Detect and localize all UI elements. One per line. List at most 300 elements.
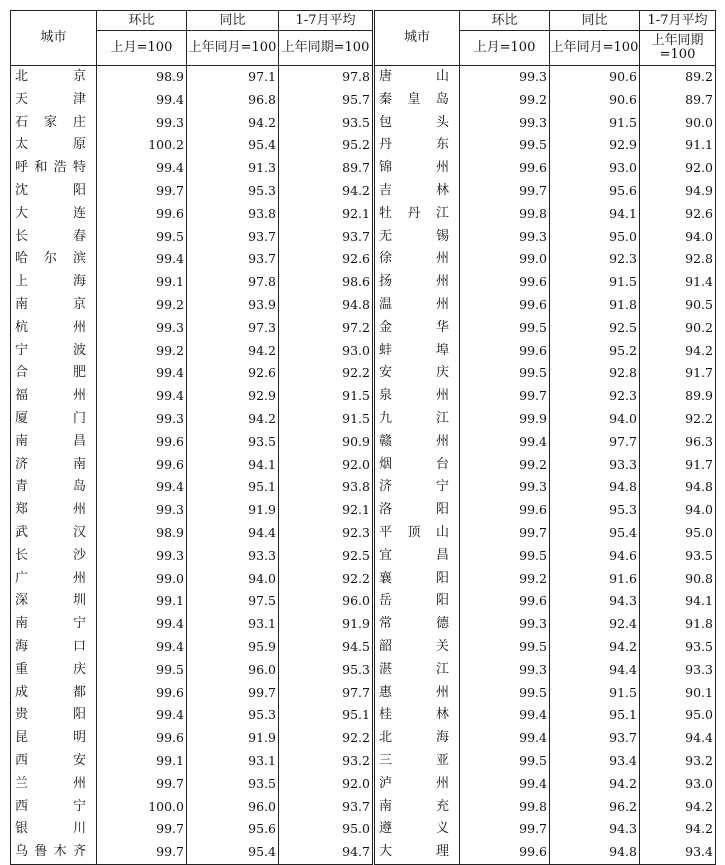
right-avg-cell: 92.0 [685, 160, 713, 176]
right-mom-cell: 99.8 [460, 203, 550, 226]
left-city-cell: 北京 [11, 66, 97, 89]
left-yoy-cell: 92.9 [187, 385, 279, 408]
right-avg-cell: 91.7 [685, 365, 713, 381]
left-avg-cell: 94.7 [279, 841, 374, 864]
left-city-cell: 深圳 [11, 590, 97, 613]
right-avg-cell: 90.1 [685, 684, 713, 700]
right-avg-cell: 89.2 [685, 69, 713, 84]
table-row [11, 545, 716, 568]
right-yoy-cell: 91.8 [550, 294, 640, 317]
left-avg-cell: 95.0 [279, 818, 374, 841]
right-yoy-cell: 97.7 [550, 431, 640, 454]
left-avg-cell: 92.2 [279, 362, 374, 385]
left-yoy-cell: 94.2 [187, 340, 279, 363]
left-yoy-cell: 97.1 [187, 66, 279, 89]
table-row [11, 773, 716, 796]
right-city-cell: 三亚 [374, 750, 460, 773]
left-avg-cell: 96.0 [279, 590, 374, 613]
left-yoy-cell: 91.3 [187, 157, 279, 180]
left-yoy-cell: 95.3 [187, 180, 279, 203]
right-city-cell: 湛江 [374, 659, 460, 682]
table-row [11, 134, 716, 157]
left-mom-cell: 99.4 [97, 636, 187, 659]
left-mom-cell: 99.7 [97, 773, 187, 796]
left-avg-cell: 93.8 [279, 476, 374, 499]
left-city-cell: 广州 [11, 568, 97, 591]
right-mom-cell: 99.0 [460, 248, 550, 271]
right-mom-cell: 99.6 [460, 590, 550, 613]
right-mom-cell: 99.6 [460, 340, 550, 363]
right-yoy-cell: 91.5 [550, 271, 640, 294]
table-row [11, 112, 716, 135]
right-mom-cell: 99.4 [460, 431, 550, 454]
right-city-cell: 韶关 [374, 636, 460, 659]
left-mom-cell: 99.3 [97, 545, 187, 568]
right-mom-cell: 99.5 [460, 362, 550, 385]
left-avg-cell: 92.5 [279, 545, 374, 568]
left-yoy-cell: 96.0 [187, 659, 279, 682]
right-city-cell: 安庆 [374, 362, 460, 385]
left-mom-cell: 99.3 [97, 112, 187, 135]
left-avg-cell: 93.7 [279, 226, 374, 249]
right-avg-cell: 95.0 [685, 524, 713, 540]
left-city-cell: 厦门 [11, 408, 97, 431]
left-yoy-cell: 91.9 [187, 499, 279, 522]
price-index-table [10, 10, 716, 865]
left-city-cell: 重庆 [11, 659, 97, 682]
right-avg-cell: 93.0 [685, 775, 713, 791]
left-avg-cell: 95.2 [279, 134, 374, 157]
left-avg-cell: 93.2 [279, 750, 374, 773]
right-city-cell: 吉林 [374, 180, 460, 203]
left-mom-cell: 99.4 [97, 362, 187, 385]
left-city-cell: 贵阳 [11, 704, 97, 727]
right-yoy-cell: 94.2 [550, 636, 640, 659]
right-mom-cell: 99.7 [460, 522, 550, 545]
right-mom-cell: 99.5 [460, 682, 550, 705]
right-mom-cell: 99.4 [460, 704, 550, 727]
left-city-cell: 合肥 [11, 362, 97, 385]
table-row [11, 431, 716, 454]
right-avg-cell: 94.1 [685, 593, 713, 609]
left-avg-cell: 95.1 [279, 704, 374, 727]
left-yoy-cell: 99.7 [187, 682, 279, 705]
right-city-cell: 洛阳 [374, 499, 460, 522]
left-city-cell: 南宁 [11, 613, 97, 636]
left-city-cell: 哈尔滨 [11, 248, 97, 271]
left-mom-cell: 99.0 [97, 568, 187, 591]
right-city-cell: 泸州 [374, 773, 460, 796]
right-avg-cell: 94.9 [685, 182, 713, 198]
left-yoy-cell: 93.3 [187, 545, 279, 568]
right-city-cell: 包头 [374, 112, 460, 135]
right-mom-cell: 99.3 [460, 476, 550, 499]
header-mom-right: 环比 [460, 11, 550, 31]
left-city-cell: 南京 [11, 294, 97, 317]
left-avg-cell: 95.7 [279, 89, 374, 112]
left-city-cell: 银川 [11, 818, 97, 841]
right-avg-cell: 90.0 [685, 114, 713, 130]
table-row [11, 476, 716, 499]
left-city-cell: 济南 [11, 454, 97, 477]
right-city-cell: 金华 [374, 317, 460, 340]
table-row [11, 157, 716, 180]
right-avg-cell: 90.2 [685, 319, 713, 335]
left-city-cell: 石家庄 [11, 112, 97, 135]
left-mom-cell: 99.2 [97, 340, 187, 363]
left-avg-cell: 93.7 [279, 796, 374, 819]
right-yoy-cell: 90.6 [550, 89, 640, 112]
right-mom-cell: 99.7 [460, 385, 550, 408]
right-avg-cell: 89.9 [685, 388, 713, 404]
left-yoy-cell: 93.5 [187, 431, 279, 454]
left-avg-cell: 91.5 [279, 408, 374, 431]
right-city-cell: 九江 [374, 408, 460, 431]
table-row [11, 727, 716, 750]
left-yoy-cell: 95.9 [187, 636, 279, 659]
left-mom-cell: 99.1 [97, 271, 187, 294]
left-avg-cell: 95.3 [279, 659, 374, 682]
left-city-cell: 大连 [11, 203, 97, 226]
right-yoy-cell: 91.5 [550, 682, 640, 705]
right-avg-cell: 93.2 [685, 752, 713, 768]
right-mom-cell: 99.7 [460, 818, 550, 841]
right-avg-cell: 89.7 [685, 91, 713, 107]
right-yoy-cell: 94.2 [550, 773, 640, 796]
header-avg-right: 1-7月平均 [640, 11, 716, 31]
left-mom-cell: 99.1 [97, 750, 187, 773]
left-yoy-cell: 93.7 [187, 248, 279, 271]
left-avg-cell: 93.5 [279, 112, 374, 135]
right-city-cell: 锦州 [374, 157, 460, 180]
left-avg-cell: 92.3 [279, 522, 374, 545]
right-yoy-cell: 92.3 [550, 385, 640, 408]
table-row [11, 568, 716, 591]
right-mom-cell: 99.5 [460, 134, 550, 157]
right-avg-cell: 94.0 [685, 228, 713, 244]
right-mom-cell: 99.5 [460, 750, 550, 773]
right-avg-cell: 93.3 [685, 661, 713, 677]
left-avg-cell: 92.2 [279, 568, 374, 591]
right-mom-cell: 99.2 [460, 89, 550, 112]
left-mom-cell: 99.4 [97, 476, 187, 499]
right-yoy-cell: 94.0 [550, 408, 640, 431]
table-row [11, 454, 716, 477]
left-city-cell: 西宁 [11, 796, 97, 819]
table-row [11, 340, 716, 363]
right-city-cell: 桂林 [374, 704, 460, 727]
left-avg-cell: 97.2 [279, 317, 374, 340]
left-city-cell: 杭州 [11, 317, 97, 340]
right-city-cell: 温州 [374, 294, 460, 317]
left-yoy-cell: 94.2 [187, 112, 279, 135]
left-city-cell: 乌鲁木齐 [11, 841, 97, 864]
left-mom-cell: 99.7 [97, 841, 187, 864]
left-avg-cell: 94.5 [279, 636, 374, 659]
left-yoy-cell: 92.6 [187, 362, 279, 385]
left-mom-cell: 99.4 [97, 157, 187, 180]
right-city-cell: 徐州 [374, 248, 460, 271]
left-mom-cell: 99.6 [97, 454, 187, 477]
table-row [11, 294, 716, 317]
left-mom-cell: 99.5 [97, 226, 187, 249]
left-mom-cell: 99.3 [97, 317, 187, 340]
right-avg-cell: 93.4 [640, 841, 716, 864]
left-mom-cell: 99.4 [97, 704, 187, 727]
left-city-cell: 上海 [11, 271, 97, 294]
left-avg-cell: 92.2 [279, 727, 374, 750]
right-yoy-cell: 94.3 [550, 818, 640, 841]
right-yoy-cell: 95.0 [550, 226, 640, 249]
left-city-cell: 呼和浩特 [11, 157, 97, 180]
table-row [11, 271, 716, 294]
left-city-cell: 昆明 [11, 727, 97, 750]
left-city-cell: 海口 [11, 636, 97, 659]
left-mom-cell: 99.6 [97, 682, 187, 705]
right-yoy-cell: 92.8 [550, 362, 640, 385]
left-yoy-cell: 94.1 [187, 454, 279, 477]
left-city-cell: 太原 [11, 134, 97, 157]
left-yoy-cell: 95.4 [187, 134, 279, 157]
right-avg-cell: 94.0 [685, 502, 713, 518]
right-mom-cell: 99.4 [460, 727, 550, 750]
table-row [11, 248, 716, 271]
table-row [11, 841, 716, 864]
left-mom-cell: 99.6 [97, 203, 187, 226]
right-mom-cell: 99.6 [460, 499, 550, 522]
table-row [11, 317, 716, 340]
left-mom-cell: 99.7 [97, 818, 187, 841]
left-mom-cell: 99.6 [97, 431, 187, 454]
left-avg-cell: 92.0 [279, 454, 374, 477]
left-yoy-cell: 94.0 [187, 568, 279, 591]
right-yoy-cell: 90.6 [550, 66, 640, 89]
left-avg-cell: 91.9 [279, 613, 374, 636]
right-mom-cell: 99.6 [460, 271, 550, 294]
right-avg-cell: 90.5 [685, 296, 713, 312]
table-row [11, 796, 716, 819]
left-yoy-cell: 93.1 [187, 750, 279, 773]
right-city-cell: 襄阳 [374, 568, 460, 591]
header-city-left: 城市 [11, 11, 97, 66]
table-row [11, 89, 716, 112]
right-avg-cell: 94.4 [685, 730, 713, 746]
table-row [11, 659, 716, 682]
header-yoy-right: 同比 [550, 11, 640, 31]
right-mom-cell: 99.3 [460, 659, 550, 682]
table-row [11, 66, 716, 89]
right-avg-cell: 94.8 [685, 479, 713, 495]
table-body [11, 66, 716, 865]
left-yoy-cell: 94.2 [187, 408, 279, 431]
left-city-cell: 郑州 [11, 499, 97, 522]
left-yoy-cell: 93.5 [187, 773, 279, 796]
right-avg-cell: 91.7 [685, 456, 713, 472]
left-yoy-cell: 93.9 [187, 294, 279, 317]
right-mom-cell: 99.9 [460, 408, 550, 431]
table-row [11, 499, 716, 522]
left-yoy-cell: 95.1 [187, 476, 279, 499]
right-mom-cell: 99.2 [460, 454, 550, 477]
right-yoy-cell: 93.0 [550, 157, 640, 180]
right-avg-cell: 93.5 [685, 547, 713, 563]
price-index-table-container [10, 10, 716, 865]
right-mom-cell: 99.6 [460, 294, 550, 317]
right-avg-cell: 94.2 [685, 342, 713, 358]
left-city-cell: 天津 [11, 89, 97, 112]
right-avg-cell: 91.1 [685, 137, 713, 153]
header-city-right: 城市 [374, 11, 460, 66]
right-mom-cell: 99.3 [460, 112, 550, 135]
left-mom-cell: 99.1 [97, 590, 187, 613]
right-yoy-cell: 95.2 [550, 340, 640, 363]
header-mom-sub-right: 上月=100 [460, 31, 550, 66]
right-yoy-cell: 95.4 [550, 522, 640, 545]
left-avg-cell: 92.1 [279, 203, 374, 226]
left-avg-cell: 98.6 [279, 271, 374, 294]
left-avg-cell: 92.0 [279, 773, 374, 796]
right-city-cell: 南充 [374, 796, 460, 819]
header-mom-left: 环比 [97, 11, 187, 31]
table-row [11, 180, 716, 203]
left-city-cell: 南昌 [11, 431, 97, 454]
table-row [11, 636, 716, 659]
right-city-cell: 惠州 [374, 682, 460, 705]
right-yoy-cell: 92.4 [550, 613, 640, 636]
right-yoy-cell: 94.6 [550, 545, 640, 568]
header-avg-sub-left: 上年同期=100 [279, 31, 374, 66]
left-yoy-cell: 93.7 [187, 226, 279, 249]
table-row [11, 750, 716, 773]
table-row [11, 522, 716, 545]
right-yoy-cell: 93.7 [550, 727, 640, 750]
left-mom-cell: 99.4 [97, 385, 187, 408]
left-mom-cell: 99.4 [97, 613, 187, 636]
left-city-cell: 长沙 [11, 545, 97, 568]
right-mom-cell: 99.8 [460, 796, 550, 819]
right-yoy-cell: 95.3 [550, 499, 640, 522]
table-row [11, 203, 716, 226]
table-row [11, 385, 716, 408]
right-avg-cell: 96.3 [685, 433, 713, 449]
right-city-cell: 秦皇岛 [374, 89, 460, 112]
right-avg-cell: 91.4 [685, 274, 713, 290]
right-mom-cell: 99.7 [460, 180, 550, 203]
table-row [11, 590, 716, 613]
left-city-cell: 长春 [11, 226, 97, 249]
right-mom-cell: 99.4 [460, 773, 550, 796]
left-yoy-cell: 96.8 [187, 89, 279, 112]
left-mom-cell: 99.5 [97, 659, 187, 682]
left-city-cell: 青岛 [11, 476, 97, 499]
left-avg-cell: 89.7 [279, 157, 374, 180]
left-yoy-cell: 95.6 [187, 818, 279, 841]
left-yoy-cell: 97.5 [187, 590, 279, 613]
left-mom-cell: 99.7 [97, 180, 187, 203]
left-yoy-cell: 96.0 [187, 796, 279, 819]
right-city-cell: 北海 [374, 727, 460, 750]
right-city-cell: 蚌埠 [374, 340, 460, 363]
left-avg-cell: 97.8 [279, 66, 374, 89]
table-row [11, 226, 716, 249]
right-city-cell: 牡丹江 [374, 203, 460, 226]
left-avg-cell: 90.9 [279, 431, 374, 454]
right-mom-cell: 99.3 [460, 66, 550, 89]
right-city-cell: 唐山 [374, 66, 460, 89]
right-mom-cell: 99.6 [460, 841, 550, 864]
left-mom-cell: 100.0 [97, 796, 187, 819]
right-yoy-cell: 92.5 [550, 317, 640, 340]
right-yoy-cell: 91.6 [550, 568, 640, 591]
left-avg-cell: 91.5 [279, 385, 374, 408]
right-yoy-cell: 95.6 [550, 180, 640, 203]
right-mom-cell: 99.3 [460, 226, 550, 249]
right-city-cell: 岳阳 [374, 590, 460, 613]
header-avg-sub-right: 上年同期=100 [640, 31, 716, 66]
right-mom-cell: 99.6 [460, 157, 550, 180]
table-row [11, 408, 716, 431]
right-yoy-cell: 94.8 [550, 841, 640, 864]
right-city-cell: 烟台 [374, 454, 460, 477]
header-avg-left: 1-7月平均 [279, 11, 374, 31]
left-city-cell: 宁波 [11, 340, 97, 363]
left-avg-cell: 92.6 [279, 248, 374, 271]
left-mom-cell: 98.9 [97, 66, 187, 89]
left-city-cell: 福州 [11, 385, 97, 408]
right-yoy-cell: 91.5 [550, 112, 640, 135]
left-mom-cell: 99.3 [97, 408, 187, 431]
right-avg-cell: 92.6 [685, 205, 713, 221]
left-mom-cell: 99.6 [97, 727, 187, 750]
right-yoy-cell: 95.1 [550, 704, 640, 727]
right-avg-cell: 93.5 [685, 638, 713, 654]
left-yoy-cell: 94.4 [187, 522, 279, 545]
right-yoy-cell: 96.2 [550, 796, 640, 819]
right-mom-cell: 99.3 [460, 613, 550, 636]
left-mom-cell: 99.4 [97, 248, 187, 271]
right-city-cell: 宜昌 [374, 545, 460, 568]
left-mom-cell: 99.3 [97, 499, 187, 522]
left-yoy-cell: 97.8 [187, 271, 279, 294]
left-city-cell: 沈阳 [11, 180, 97, 203]
left-avg-cell: 93.0 [279, 340, 374, 363]
left-city-cell: 武汉 [11, 522, 97, 545]
right-avg-cell: 90.8 [685, 570, 713, 586]
left-mom-cell: 98.9 [97, 522, 187, 545]
table-row [11, 818, 716, 841]
left-city-cell: 兰州 [11, 773, 97, 796]
header-yoy-sub-right: 上年同月=100 [550, 31, 640, 66]
right-yoy-cell: 94.1 [550, 203, 640, 226]
left-yoy-cell: 95.3 [187, 704, 279, 727]
right-yoy-cell: 92.3 [550, 248, 640, 271]
right-avg-cell: 94.2 [685, 821, 713, 837]
right-city-cell: 扬州 [374, 271, 460, 294]
right-mom-cell: 99.5 [460, 317, 550, 340]
right-yoy-cell: 93.3 [550, 454, 640, 477]
table-row [11, 704, 716, 727]
right-city-cell: 常德 [374, 613, 460, 636]
right-avg-cell: 92.2 [685, 410, 713, 426]
left-avg-cell: 94.2 [279, 180, 374, 203]
left-mom-cell: 99.2 [97, 294, 187, 317]
right-yoy-cell: 94.3 [550, 590, 640, 613]
table-row [11, 613, 716, 636]
table-row [11, 362, 716, 385]
right-city-cell: 平顶山 [374, 522, 460, 545]
left-avg-cell: 97.7 [279, 682, 374, 705]
right-city-cell: 无锡 [374, 226, 460, 249]
